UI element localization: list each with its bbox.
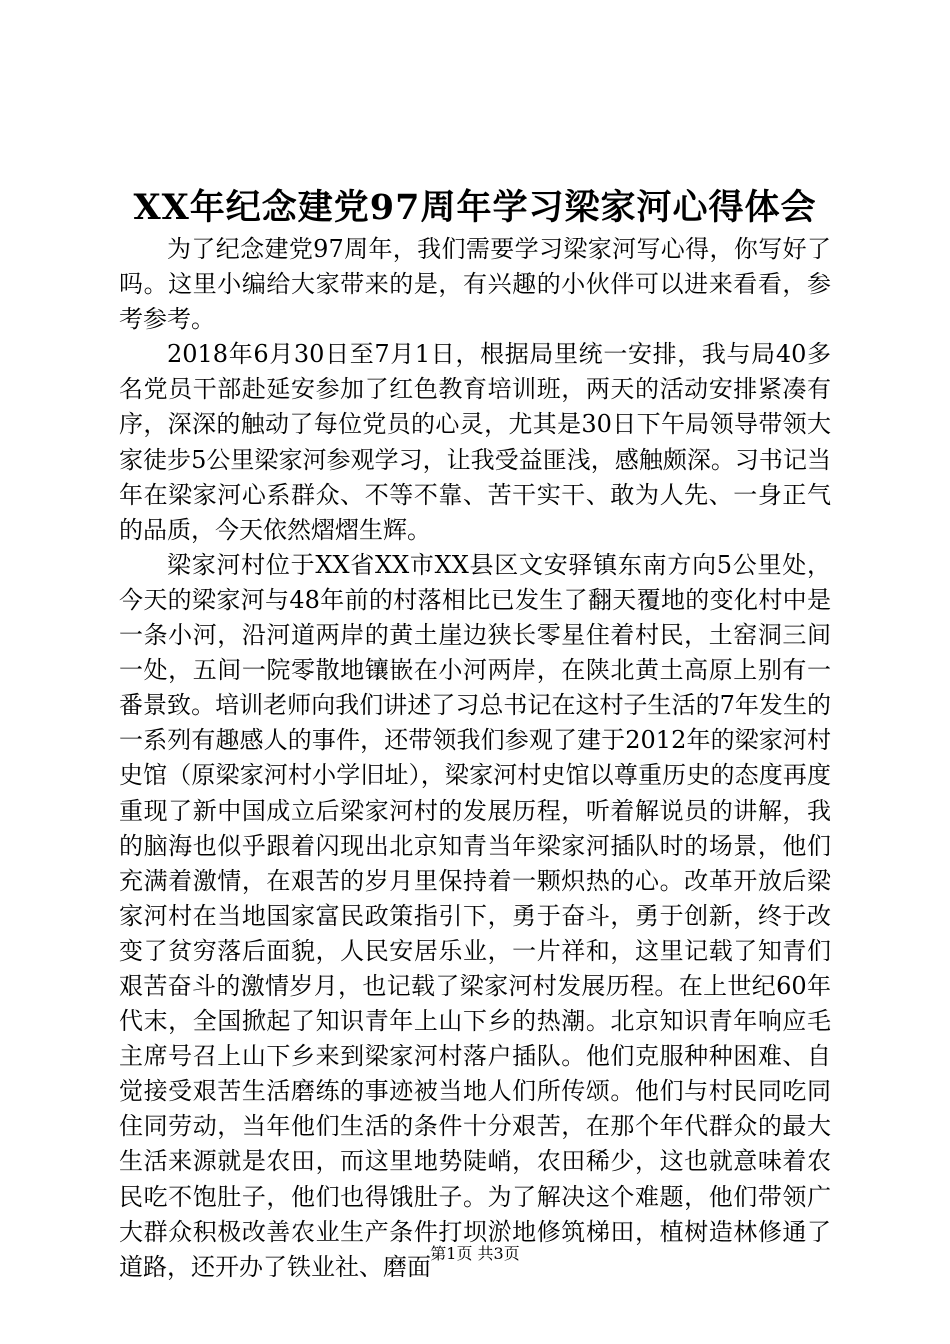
paragraph-intro: 为了纪念建党97周年，我们需要学习梁家河写心得，你写好了吗。这里小编给大家带来的是，有兴趣的小伙伴可以进来看看，参考参考。 <box>119 235 831 334</box>
page-footer <box>0 1242 950 1266</box>
page-number: 第1页 <box>430 1244 473 1263</box>
document-body <box>119 232 831 1285</box>
paragraph-trip: 2018年6月30日至7月1日，根据局里统一安排，我与局40多名党员干部赴延安参加了红色教育培训班，两天的活动安排紧凑有序，深深的触动了每位党员的心灵，尤其是30日下午局领导带领大家徒步5公里梁家河参观学习，让我受益匪浅，感触颇深。习书记当年在梁家河心系群众、不等不靠、苦干实干、敢为人先、一身正气的品质，今天依然熠熠生辉。 <box>119 340 831 544</box>
paragraph-village: 梁家河村位于XX省XX市XX县区文安驿镇东南方向5公里处，今天的梁家河与48年前的村落相比已发生了翻天覆地的变化村中是一条小河，沿河道两岸的黄土崖边狭长零星住着村民，土窑洞三间一处，五间一院零散地镶嵌在小河两岸，在陕北黄土高原上别有一番景致。培训老师向我们讲述了习总书记在这村子生活的7年发生的一系列有趣感人的事件，还带领我们参观了建于2012年的梁家河村史馆（原梁家河村小学旧址），梁家河村史馆以尊重历史的态度再度重现了新中国成立后梁家河村的发展历程，听着解说员的讲解，我的脑海也似乎跟着闪现出北京知青当年梁家河插队时的场景，他们充满着激情，在艰苦的岁月里保持着一颗炽热的心。改革开放后梁家河村在当地国家富民政策指引下，勇于奋斗，勇于创新，终于改变了贫穷落后面貌，人民安居乐业，一片祥和，这里记载了知青们艰苦奋斗的激情岁月，也记载了梁家河村发展历程。在上世纪60年代末，全国掀起了知识青年上山下乡的热潮。北京知识青年响应毛主席号召上山下乡来到梁家河村落户插队。他们克服种种困难、自觉接受艰苦生活磨练的事迹被当地人们所传颂。他们与村民同吃同住同劳动，当年他们生活的条件十分艰苦，在那个年代群众的最大生活来源就是农田，而这里地势陡峭，农田稀少，这也就意味着农民吃不饱肚子，他们也得饿肚子。为了解决这个难题，他们带领广大群众积极改善农业生产条件打坝淤地修筑梯田，植树造林修通了道路，还开办了铁业社、磨面 <box>119 550 831 1281</box>
document-title: XX年纪念建党97周年学习梁家河心得体会 <box>133 187 817 228</box>
page-total: 共3页 <box>477 1244 520 1263</box>
